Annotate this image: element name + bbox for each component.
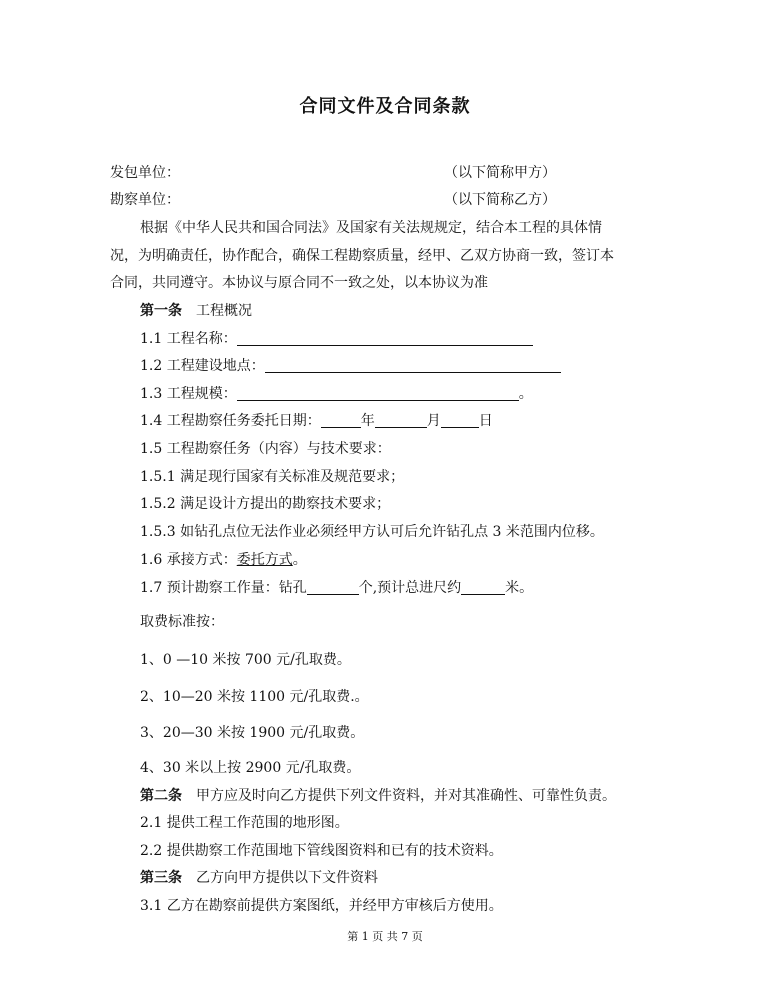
item-1-7-end: 米。 <box>505 580 534 596</box>
project-name-blank[interactable] <box>237 331 533 346</box>
item-1-7 <box>140 578 533 598</box>
article-2-title: 甲方应及时向乙方提供下列文件资料，并对其准确性、可靠性负责。 <box>196 788 616 804</box>
item-1-1 <box>140 329 533 349</box>
fee-item-2: 2、10—20 米按 1100 元/孔取费.。 <box>140 689 369 705</box>
item-3-1: 3.1 乙方在勘察前提供方案图纸，并经甲方审核后方使用。 <box>140 898 503 914</box>
fee-item-1: 1、0 —10 米按 700 元/孔取费。 <box>140 652 351 668</box>
month-label: 月 <box>426 413 441 429</box>
item-1-6-label: 1.6 承接方式： <box>140 552 237 568</box>
fee-item-3: 3、20—30 米按 1900 元/孔取费。 <box>140 725 365 741</box>
item-1-3-label: 1.3 工程规模： <box>140 386 237 402</box>
document-title: 合同文件及合同条款 <box>299 96 471 117</box>
party-a-note: （以下简称甲方） <box>444 165 556 181</box>
item-1-2 <box>140 356 561 376</box>
article-3-number: 第三条 <box>140 870 182 886</box>
day-blank[interactable] <box>441 413 479 428</box>
project-scale-blank[interactable] <box>237 386 519 401</box>
article-3-heading <box>140 868 378 888</box>
item-1-3 <box>140 384 533 404</box>
intro-line-2: 况，为明确责任，协作配合，确保工程勘察质量，经甲、乙双方协商一致，签订本 <box>110 248 614 264</box>
party-a-label: 发包单位： <box>110 165 180 181</box>
contract-method-value: 委托方式 <box>236 552 293 568</box>
item-1-6-end: 。 <box>292 552 307 568</box>
item-1-6 <box>140 550 307 570</box>
item-1-4 <box>140 411 493 431</box>
item-1-5: 1.5 工程勘察任务（内容）与技术要求： <box>140 441 391 457</box>
article-1-number: 第一条 <box>140 303 182 319</box>
article-2-heading <box>140 786 616 806</box>
fee-heading: 取费标准按： <box>140 614 224 630</box>
article-1-title: 工程概况 <box>196 303 252 319</box>
party-b-note: （以下简称乙方） <box>444 192 556 208</box>
page-number: 第 1 页 共 7 页 <box>347 930 423 943</box>
borehole-count-blank[interactable] <box>307 580 359 595</box>
item-1-5-3: 1.5.3 如钻孔点位无法作业必须经甲方认可后允许钻孔点 3 米范围内位移。 <box>140 524 604 540</box>
total-depth-blank[interactable] <box>461 580 505 595</box>
item-1-5-1: 1.5.1 满足现行国家有关标准及规范要求； <box>140 469 405 485</box>
intro-line-1: 根据《中华人民共和国合同法》及国家有关法规规定，结合本工程的具体情 <box>140 220 602 236</box>
article-2-number: 第二条 <box>140 788 182 804</box>
item-1-2-label: 1.2 工程建设地点： <box>140 358 265 374</box>
article-1-heading <box>140 301 252 321</box>
party-b-label: 勘察单位： <box>110 192 180 208</box>
item-1-7-label: 1.7 预计勘察工作量：钻孔 <box>140 580 307 596</box>
item-1-5-2: 1.5.2 满足设计方提出的勘察技术要求； <box>140 496 391 512</box>
item-1-1-label: 1.1 工程名称： <box>140 331 237 347</box>
project-location-blank[interactable] <box>265 358 561 373</box>
item-1-7-mid: 个,预计总进尺约 <box>358 580 462 596</box>
item-1-3-end: 。 <box>518 386 533 402</box>
year-label: 年 <box>360 413 375 429</box>
day-label: 日 <box>478 413 493 429</box>
fee-item-4: 4、30 米以上按 2900 元/孔取费。 <box>140 760 361 776</box>
intro-line-3: 合同，共同遵守。本协议与原合同不一致之处，以本协议为准 <box>110 275 488 291</box>
article-3-title: 乙方向甲方提供以下文件资料 <box>196 870 378 886</box>
item-2-2: 2.2 提供勘察工作范围地下管线图资料和已有的技术资料。 <box>140 843 503 859</box>
item-1-4-label: 1.4 工程勘察任务委托日期： <box>140 413 321 429</box>
month-blank[interactable] <box>375 413 427 428</box>
item-2-1: 2.1 提供工程工作范围的地形图。 <box>140 815 349 831</box>
year-blank[interactable] <box>321 413 361 428</box>
